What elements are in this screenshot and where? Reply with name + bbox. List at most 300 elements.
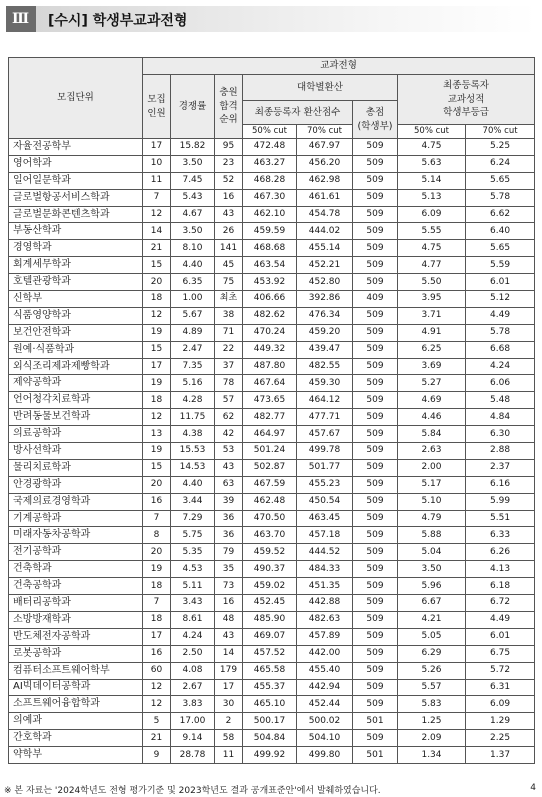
- grade-cut70: 5.25: [466, 139, 535, 156]
- waitlist-rank: 43: [215, 459, 243, 476]
- unit-name: 회계세무학과: [9, 257, 143, 274]
- score-cut70: 484.33: [297, 561, 353, 578]
- table-row: [9, 662, 535, 679]
- score-cut70: 444.02: [297, 223, 353, 240]
- score-cut50: 485.90: [243, 611, 297, 628]
- table-row: [9, 611, 535, 628]
- score-cut70: 461.61: [297, 189, 353, 206]
- score-cut70: 392.86: [297, 291, 353, 308]
- unit-name: 컴퓨터소프트웨어학부: [9, 662, 143, 679]
- total-score: 509: [353, 679, 398, 696]
- grade-cut70: 6.62: [466, 206, 535, 223]
- unit-name: 영어학과: [9, 155, 143, 172]
- unit-name: 배터리공학과: [9, 595, 143, 612]
- score-cut50: 501.24: [243, 443, 297, 460]
- total-score: 501: [353, 713, 398, 730]
- total-score: 509: [353, 341, 398, 358]
- waitlist-rank: 52: [215, 172, 243, 189]
- total-score: 509: [353, 307, 398, 324]
- header-total: 총점 (학생부): [353, 101, 398, 139]
- table-row: [9, 459, 535, 476]
- quota: 8: [143, 527, 171, 544]
- unit-name: 외식조리제과제빵학과: [9, 358, 143, 375]
- total-score: 509: [353, 476, 398, 493]
- score-cut50: 452.45: [243, 595, 297, 612]
- competition-rate: 2.67: [171, 679, 215, 696]
- grade-cut70: 6.06: [466, 375, 535, 392]
- score-cut50: 459.02: [243, 578, 297, 595]
- table-row: [9, 510, 535, 527]
- score-cut50: 455.37: [243, 679, 297, 696]
- waitlist-rank: 48: [215, 611, 243, 628]
- table-row: [9, 493, 535, 510]
- score-cut70: 451.35: [297, 578, 353, 595]
- score-cut70: 439.47: [297, 341, 353, 358]
- waitlist-rank: 38: [215, 307, 243, 324]
- unit-name: 간호학과: [9, 730, 143, 747]
- table-row: [9, 679, 535, 696]
- grade-cut70: 4.24: [466, 358, 535, 375]
- quota: 60: [143, 662, 171, 679]
- grade-cut50: 4.21: [398, 611, 466, 628]
- total-score: 509: [353, 443, 398, 460]
- grade-cut50: 2.09: [398, 730, 466, 747]
- score-cut70: 442.94: [297, 679, 353, 696]
- waitlist-rank: 36: [215, 510, 243, 527]
- grade-cut50: 4.46: [398, 409, 466, 426]
- unit-name: 호텔관광학과: [9, 274, 143, 291]
- competition-rate: 4.24: [171, 628, 215, 645]
- quota: 12: [143, 307, 171, 324]
- unit-name: 신학부: [9, 291, 143, 308]
- score-cut70: 442.88: [297, 595, 353, 612]
- grade-cut70: 6.75: [466, 645, 535, 662]
- waitlist-rank: 78: [215, 375, 243, 392]
- score-cut70: 456.20: [297, 155, 353, 172]
- waitlist-rank: 39: [215, 493, 243, 510]
- competition-rate: 5.16: [171, 375, 215, 392]
- competition-rate: 4.08: [171, 662, 215, 679]
- quota: 12: [143, 409, 171, 426]
- grade-cut70: 6.18: [466, 578, 535, 595]
- quota: 5: [143, 713, 171, 730]
- grade-cut70: 4.49: [466, 611, 535, 628]
- waitlist-rank: 53: [215, 443, 243, 460]
- score-cut70: 454.78: [297, 206, 353, 223]
- unit-name: 글로벌문화콘텐츠학과: [9, 206, 143, 223]
- grade-cut70: 2.25: [466, 730, 535, 747]
- waitlist-rank: 73: [215, 578, 243, 595]
- header-unit: 모집단위: [9, 58, 143, 139]
- total-score: 509: [353, 358, 398, 375]
- table-row: [9, 476, 535, 493]
- grade-cut70: 4.49: [466, 307, 535, 324]
- quota: 18: [143, 392, 171, 409]
- waitlist-rank: 16: [215, 595, 243, 612]
- score-cut50: 463.27: [243, 155, 297, 172]
- competition-rate: 7.35: [171, 358, 215, 375]
- score-cut70: 450.54: [297, 493, 353, 510]
- competition-rate: 6.35: [171, 274, 215, 291]
- competition-rate: 4.28: [171, 392, 215, 409]
- table-row: [9, 595, 535, 612]
- table-row: [9, 426, 535, 443]
- grade-cut50: 5.84: [398, 426, 466, 443]
- total-score: 509: [353, 206, 398, 223]
- grade-cut50: 3.71: [398, 307, 466, 324]
- total-score: 509: [353, 510, 398, 527]
- table-row: [9, 324, 535, 341]
- score-cut50: 465.58: [243, 662, 297, 679]
- score-cut50: 453.92: [243, 274, 297, 291]
- waitlist-rank: 62: [215, 409, 243, 426]
- grade-cut70: 5.51: [466, 510, 535, 527]
- score-cut50: 472.48: [243, 139, 297, 156]
- score-cut50: 462.10: [243, 206, 297, 223]
- competition-rate: 28.78: [171, 747, 215, 764]
- quota: 19: [143, 561, 171, 578]
- unit-name: AI빅데이터공학과: [9, 679, 143, 696]
- score-cut70: 499.78: [297, 443, 353, 460]
- quota: 15: [143, 459, 171, 476]
- grade-cut70: 4.84: [466, 409, 535, 426]
- total-score: 509: [353, 392, 398, 409]
- grade-cut50: 4.77: [398, 257, 466, 274]
- score-cut70: 459.30: [297, 375, 353, 392]
- table-row: [9, 291, 535, 308]
- table-row: [9, 189, 535, 206]
- score-cut70: 455.23: [297, 476, 353, 493]
- table-row: [9, 747, 535, 764]
- unit-name: 원예·식품학과: [9, 341, 143, 358]
- unit-name: 건축공학과: [9, 578, 143, 595]
- table-row: [9, 713, 535, 730]
- grade-cut50: 5.10: [398, 493, 466, 510]
- score-cut70: 457.18: [297, 527, 353, 544]
- quota: 19: [143, 443, 171, 460]
- total-score: 509: [353, 544, 398, 561]
- header-grade-cut50: 50% cut: [398, 125, 466, 139]
- competition-rate: 1.00: [171, 291, 215, 308]
- table-row: [9, 392, 535, 409]
- grade-cut70: 5.72: [466, 662, 535, 679]
- quota: 17: [143, 139, 171, 156]
- table-row: [9, 223, 535, 240]
- grade-cut50: 1.25: [398, 713, 466, 730]
- table-row: [9, 578, 535, 595]
- waitlist-rank: 23: [215, 155, 243, 172]
- unit-name: 방사선학과: [9, 443, 143, 460]
- score-cut70: 442.00: [297, 645, 353, 662]
- competition-rate: 5.43: [171, 189, 215, 206]
- unit-name: 보건안전학과: [9, 324, 143, 341]
- unit-name: 식품영양학과: [9, 307, 143, 324]
- competition-rate: 3.50: [171, 223, 215, 240]
- grade-cut70: 6.40: [466, 223, 535, 240]
- unit-name: 소방방재학과: [9, 611, 143, 628]
- score-cut50: 467.64: [243, 375, 297, 392]
- score-cut50: 463.70: [243, 527, 297, 544]
- page-number: 4: [530, 783, 536, 793]
- total-score: 509: [353, 274, 398, 291]
- table-row: [9, 409, 535, 426]
- grade-cut50: 3.95: [398, 291, 466, 308]
- competition-rate: 4.40: [171, 476, 215, 493]
- table-row: [9, 341, 535, 358]
- grade-cut70: 5.78: [466, 324, 535, 341]
- grade-cut70: 2.88: [466, 443, 535, 460]
- waitlist-rank: 11: [215, 747, 243, 764]
- header-grade-cut70: 70% cut: [466, 125, 535, 139]
- quota: 18: [143, 578, 171, 595]
- competition-rate: 3.50: [171, 155, 215, 172]
- score-cut50: 490.37: [243, 561, 297, 578]
- section-title-band: [36, 6, 536, 32]
- competition-rate: 7.29: [171, 510, 215, 527]
- header-competition: 경쟁률: [171, 75, 215, 139]
- header-rank: 충원 합격 순위: [215, 75, 243, 139]
- score-cut70: 482.63: [297, 611, 353, 628]
- waitlist-rank: 75: [215, 274, 243, 291]
- grade-cut50: 5.14: [398, 172, 466, 189]
- grade-cut70: 6.31: [466, 679, 535, 696]
- score-cut50: 449.32: [243, 341, 297, 358]
- score-cut70: 499.80: [297, 747, 353, 764]
- quota: 16: [143, 645, 171, 662]
- grade-cut50: 5.17: [398, 476, 466, 493]
- quota: 21: [143, 730, 171, 747]
- grade-cut70: 5.12: [466, 291, 535, 308]
- waitlist-rank: 17: [215, 679, 243, 696]
- grade-cut50: 3.50: [398, 561, 466, 578]
- score-cut50: 504.84: [243, 730, 297, 747]
- score-cut70: 457.89: [297, 628, 353, 645]
- waitlist-rank: 58: [215, 730, 243, 747]
- waitlist-rank: 179: [215, 662, 243, 679]
- header-quota: 모집 인원: [143, 75, 171, 139]
- quota: 20: [143, 476, 171, 493]
- table-row: [9, 696, 535, 713]
- total-score: 509: [353, 645, 398, 662]
- grade-cut70: 6.01: [466, 274, 535, 291]
- score-cut50: 470.50: [243, 510, 297, 527]
- competition-rate: 4.67: [171, 206, 215, 223]
- score-cut50: 473.65: [243, 392, 297, 409]
- score-cut50: 487.80: [243, 358, 297, 375]
- score-cut50: 482.62: [243, 307, 297, 324]
- quota: 12: [143, 696, 171, 713]
- grade-cut50: 5.96: [398, 578, 466, 595]
- quota: 15: [143, 341, 171, 358]
- quota: 19: [143, 324, 171, 341]
- score-cut50: 465.10: [243, 696, 297, 713]
- table-row: [9, 155, 535, 172]
- waitlist-rank: 35: [215, 561, 243, 578]
- unit-name: 일어일문학과: [9, 172, 143, 189]
- grade-cut70: 6.33: [466, 527, 535, 544]
- score-cut50: 470.24: [243, 324, 297, 341]
- grade-cut70: 4.13: [466, 561, 535, 578]
- table-row: [9, 645, 535, 662]
- competition-rate: 14.53: [171, 459, 215, 476]
- grade-cut50: 5.13: [398, 189, 466, 206]
- waitlist-rank: 36: [215, 527, 243, 544]
- unit-name: 반려동물보건학과: [9, 409, 143, 426]
- grade-cut50: 5.04: [398, 544, 466, 561]
- grade-cut70: 6.09: [466, 696, 535, 713]
- quota: 17: [143, 358, 171, 375]
- grade-cut50: 4.69: [398, 392, 466, 409]
- competition-rate: 3.83: [171, 696, 215, 713]
- header-score-cut70: 70% cut: [297, 125, 353, 139]
- score-cut50: 464.97: [243, 426, 297, 443]
- grade-cut50: 5.26: [398, 662, 466, 679]
- competition-rate: 5.67: [171, 307, 215, 324]
- quota: 19: [143, 375, 171, 392]
- competition-rate: 2.50: [171, 645, 215, 662]
- waitlist-rank: 63: [215, 476, 243, 493]
- score-cut70: 482.55: [297, 358, 353, 375]
- unit-name: 약학부: [9, 747, 143, 764]
- grade-cut50: 4.91: [398, 324, 466, 341]
- competition-rate: 4.89: [171, 324, 215, 341]
- waitlist-rank: 71: [215, 324, 243, 341]
- score-cut50: 502.87: [243, 459, 297, 476]
- grade-cut50: 5.05: [398, 628, 466, 645]
- score-cut70: 455.40: [297, 662, 353, 679]
- total-score: 509: [353, 662, 398, 679]
- score-cut70: 464.12: [297, 392, 353, 409]
- table-row: [9, 375, 535, 392]
- table-body: [9, 139, 535, 764]
- total-score: 501: [353, 747, 398, 764]
- total-score: 509: [353, 578, 398, 595]
- section-title: [수시] 학생부교과전형: [48, 13, 188, 29]
- competition-rate: 7.45: [171, 172, 215, 189]
- unit-name: 경영학과: [9, 240, 143, 257]
- grade-cut70: 6.68: [466, 341, 535, 358]
- section-header: [6, 6, 536, 32]
- grade-cut50: 2.63: [398, 443, 466, 460]
- quota: 17: [143, 628, 171, 645]
- waitlist-rank: 95: [215, 139, 243, 156]
- header-group-main: 교과전형: [143, 58, 535, 75]
- unit-name: 의예과: [9, 713, 143, 730]
- grade-cut50: 5.57: [398, 679, 466, 696]
- grade-cut70: 1.37: [466, 747, 535, 764]
- score-cut70: 457.67: [297, 426, 353, 443]
- grade-cut70: 2.37: [466, 459, 535, 476]
- waitlist-rank: 37: [215, 358, 243, 375]
- table-row: [9, 274, 535, 291]
- quota: 7: [143, 510, 171, 527]
- score-cut70: 463.45: [297, 510, 353, 527]
- score-cut50: 457.52: [243, 645, 297, 662]
- table-row: [9, 257, 535, 274]
- unit-name: 자율전공학부: [9, 139, 143, 156]
- header-score-cut50: 50% cut: [243, 125, 297, 139]
- table-row: [9, 206, 535, 223]
- grade-cut70: 1.29: [466, 713, 535, 730]
- score-cut70: 476.34: [297, 307, 353, 324]
- grade-cut50: 5.83: [398, 696, 466, 713]
- quota: 7: [143, 189, 171, 206]
- unit-name: 전기공학과: [9, 544, 143, 561]
- total-score: 509: [353, 493, 398, 510]
- score-cut50: 469.07: [243, 628, 297, 645]
- score-cut50: 500.17: [243, 713, 297, 730]
- waitlist-rank: 16: [215, 189, 243, 206]
- quota: 12: [143, 679, 171, 696]
- unit-name: 기계공학과: [9, 510, 143, 527]
- unit-name: 글로벌항공서비스학과: [9, 189, 143, 206]
- total-score: 509: [353, 223, 398, 240]
- competition-rate: 5.75: [171, 527, 215, 544]
- grade-cut70: 5.48: [466, 392, 535, 409]
- admission-results-table: [8, 57, 535, 764]
- quota: 21: [143, 240, 171, 257]
- quota: 12: [143, 206, 171, 223]
- score-cut70: 500.02: [297, 713, 353, 730]
- grade-cut50: 5.55: [398, 223, 466, 240]
- quota: 18: [143, 611, 171, 628]
- grade-cut50: 4.79: [398, 510, 466, 527]
- competition-rate: 11.75: [171, 409, 215, 426]
- unit-name: 반도체전자공학과: [9, 628, 143, 645]
- grade-cut70: 6.16: [466, 476, 535, 493]
- table-row: [9, 527, 535, 544]
- waitlist-rank: 42: [215, 426, 243, 443]
- score-cut70: 462.98: [297, 172, 353, 189]
- score-cut70: 459.20: [297, 324, 353, 341]
- total-score: 509: [353, 611, 398, 628]
- header-group-grade: 최종등록자 교과성적 학생부등급: [398, 75, 535, 125]
- competition-rate: 5.35: [171, 544, 215, 561]
- total-score: 509: [353, 527, 398, 544]
- table-row: [9, 240, 535, 257]
- total-score: 509: [353, 240, 398, 257]
- unit-name: 의료공학과: [9, 426, 143, 443]
- competition-rate: 8.10: [171, 240, 215, 257]
- competition-rate: 3.44: [171, 493, 215, 510]
- total-score: 509: [353, 459, 398, 476]
- competition-rate: 4.40: [171, 257, 215, 274]
- table-row: [9, 307, 535, 324]
- total-score: 509: [353, 172, 398, 189]
- competition-rate: 8.61: [171, 611, 215, 628]
- grade-cut50: 5.27: [398, 375, 466, 392]
- waitlist-rank: 45: [215, 257, 243, 274]
- waitlist-rank: 30: [215, 696, 243, 713]
- grade-cut70: 5.65: [466, 172, 535, 189]
- unit-name: 제약공학과: [9, 375, 143, 392]
- grade-cut70: 5.59: [466, 257, 535, 274]
- waitlist-rank: 26: [215, 223, 243, 240]
- header-group-univ: 대학별환산: [243, 75, 398, 101]
- score-cut50: 468.28: [243, 172, 297, 189]
- score-cut70: 452.21: [297, 257, 353, 274]
- competition-rate: 9.14: [171, 730, 215, 747]
- competition-rate: 5.11: [171, 578, 215, 595]
- unit-name: 소프트웨어융합학과: [9, 696, 143, 713]
- grade-cut70: 6.01: [466, 628, 535, 645]
- competition-rate: 15.53: [171, 443, 215, 460]
- total-score: 509: [353, 139, 398, 156]
- table-row: [9, 139, 535, 156]
- grade-cut50: 5.63: [398, 155, 466, 172]
- unit-name: 언어청각치료학과: [9, 392, 143, 409]
- grade-cut50: 1.34: [398, 747, 466, 764]
